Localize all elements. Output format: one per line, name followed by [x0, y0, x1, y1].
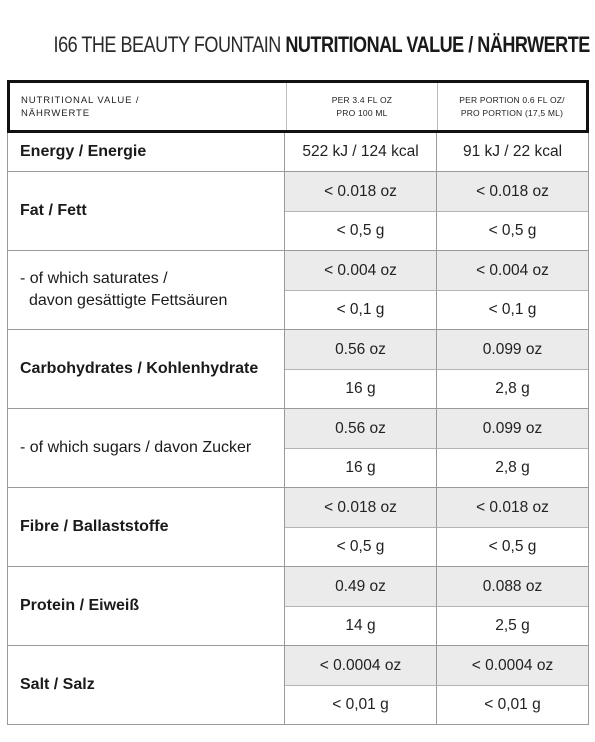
cell-per-100ml-oz: < 0.0004 oz	[285, 646, 436, 685]
header-per-100ml	[286, 83, 437, 130]
cell-per-portion-g: < 0,5 g	[436, 527, 588, 566]
cell-per-100ml-oz: < 0.004 oz	[285, 251, 436, 290]
table-row-carbohydrates	[8, 330, 588, 409]
table-header	[7, 80, 589, 133]
header-nutritional-value	[10, 83, 286, 130]
cell-per-portion: 91 kJ / 22 kcal	[436, 133, 588, 171]
cell-per-portion-oz: < 0.004 oz	[436, 251, 588, 290]
cell-per-100ml-oz: < 0.018 oz	[285, 488, 436, 527]
row-label-line1: - of which saturates /	[20, 270, 168, 287]
table-row-fibre	[8, 488, 588, 567]
header-nutritional-value-text: NUTRITIONAL VALUE / NÄHRWERTE	[21, 94, 140, 119]
cell-per-portion-g: < 0,1 g	[436, 290, 588, 329]
cell-per-portion-oz: 0.099 oz	[436, 330, 588, 369]
cell-per-100ml-g: 16 g	[285, 369, 436, 408]
table-row-saturates	[8, 251, 588, 330]
cell-per-portion-oz: < 0.018 oz	[436, 172, 588, 211]
cell-per-100ml-g: < 0,01 g	[285, 685, 436, 724]
header-per-100ml-line2: PRO 100 ML	[336, 107, 388, 118]
table-row-protein	[8, 567, 588, 646]
row-label: Carbohydrates / Kohlenhydrate	[8, 330, 285, 408]
cell-per-100ml-oz: 0.56 oz	[285, 409, 436, 448]
page-title	[53, 30, 590, 60]
title-product: I66 THE BEAUTY FOUNTAIN	[53, 32, 281, 57]
cell-per-100ml-g: < 0,5 g	[285, 211, 436, 250]
table-row-sugars	[8, 409, 588, 488]
row-label: - of which sugars / davon Zucker	[8, 409, 285, 487]
cell-per-portion-oz: < 0.018 oz	[436, 488, 588, 527]
row-label-line2: davon gesättigte Fettsäuren	[29, 292, 228, 309]
row-label: Fibre / Ballaststoffe	[8, 488, 285, 566]
row-label	[8, 251, 285, 329]
cell-per-100ml-oz: < 0.018 oz	[285, 172, 436, 211]
title-heading: NUTRITIONAL VALUE / NÄHRWERTE	[285, 32, 590, 57]
row-label: Protein / Eiweiß	[8, 567, 285, 645]
row-label: Fat / Fett	[8, 172, 285, 250]
table-row-energy	[8, 133, 588, 172]
table-body	[7, 133, 589, 725]
cell-per-portion-g: 2,5 g	[436, 606, 588, 645]
header-per-portion	[437, 83, 586, 130]
cell-per-portion-g: < 0,5 g	[436, 211, 588, 250]
row-label: Salt / Salz	[8, 646, 285, 724]
cell-per-100ml-g: 16 g	[285, 448, 436, 487]
cell-per-portion-oz: 0.088 oz	[436, 567, 588, 606]
cell-per-portion-g: < 0,01 g	[436, 685, 588, 724]
header-per-100ml-line1: PER 3.4 FL OZ	[331, 94, 393, 105]
cell-per-100ml-oz: 0.56 oz	[285, 330, 436, 369]
row-label: Energy / Energie	[8, 133, 285, 171]
cell-per-portion-g: 2,8 g	[436, 448, 588, 487]
table-row-salt	[8, 646, 588, 724]
table-row-fat	[8, 172, 588, 251]
cell-per-100ml-g: < 0,5 g	[285, 527, 436, 566]
header-per-portion-line1: PER PORTION 0.6 FL OZ/	[459, 94, 565, 105]
cell-per-portion-oz: < 0.0004 oz	[436, 646, 588, 685]
cell-per-100ml: 522 kJ / 124 kcal	[302, 143, 419, 160]
cell-per-portion-g: 2,8 g	[436, 369, 588, 408]
cell-per-100ml-g: 14 g	[285, 606, 436, 645]
cell-per-100ml-g: < 0,1 g	[285, 290, 436, 329]
cell-per-100ml-oz: 0.49 oz	[285, 567, 436, 606]
nutrition-table	[7, 80, 589, 725]
cell-per-portion-oz: 0.099 oz	[436, 409, 588, 448]
header-per-portion-line2: PRO PORTION (17,5 ML)	[460, 107, 564, 118]
